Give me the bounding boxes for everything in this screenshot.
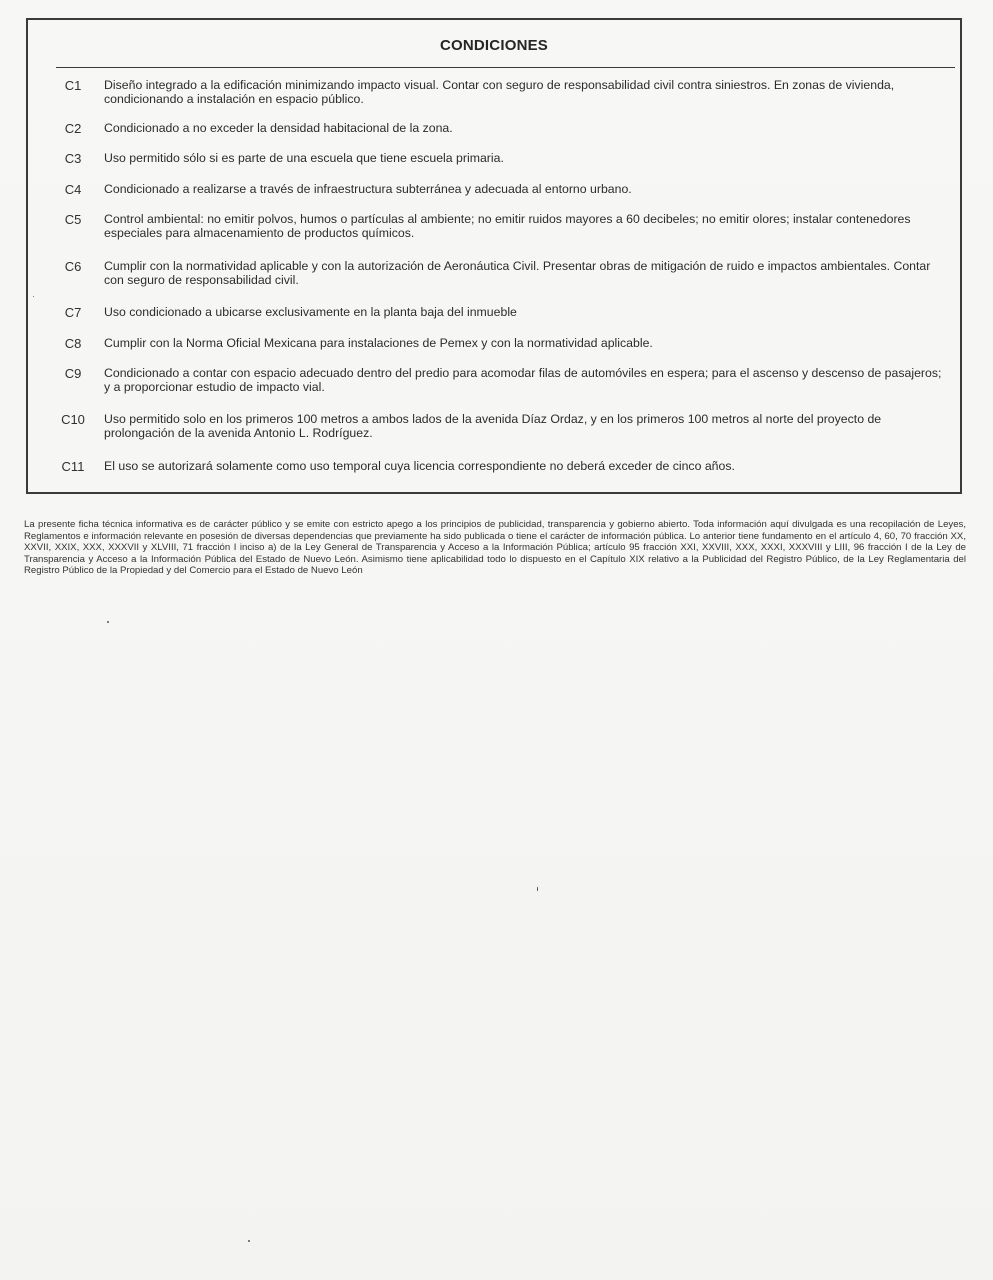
condition-text: Condicionado a realizarse a través de infraestructura subterránea y adecuada al entorno urbano.: [104, 182, 632, 196]
scan-speck: [33, 296, 34, 297]
title-divider: [56, 67, 955, 68]
condition-code: C1: [64, 78, 82, 93]
condition-code: C6: [64, 259, 82, 274]
condition-text: Condicionado a contar con espacio adecuado dentro del predio para acomodar filas de automóviles en espera; para el ascenso y descenso de pasajeros; y a proporcionar estudio de impacto vial.: [104, 366, 942, 394]
conditions-title: CONDICIONES: [439, 37, 549, 54]
condition-code: C7: [64, 305, 82, 320]
condition-code: C10: [61, 412, 85, 427]
legal-footer-note: La presente ficha técnica informativa es de carácter público y se emite con estricto apego a los principios de publicidad, transparencia y gobierno abierto. Toda información aquí divulgada es una recopilación de Leyes, Reglamentos e información relevante en posesión de diversas dependencias que previamente ha sido publicada o tiene el carácter de información pública. Lo anterior tiene fundamento en el artículo 4, 60, 70 fracción XX, XXVII, XXIX, XXX, XXXVII y XLVIII, 71 fracción I inciso a) de la Ley General de Transparencia y Acceso a la Información Pública; artículo 95 fracción XXI, XXVIII, XXX, XXXI, XXXVIII y LIII, 96 fracción I de la Ley de Transparencia y Acceso a la Información Pública del Estado de Nuevo León. Asimismo tiene aplicabilidad todo lo dispuesto en el Capítulo XIX relativo a la Publicidad del Registro Público, de la Ley Reglamentaria del Registro Público de la Propiedad y del Comercio para el Estado de Nuevo León: [24, 519, 966, 577]
scan-speck: [248, 1240, 250, 1242]
condition-code: C8: [64, 336, 82, 351]
condition-code: C5: [64, 212, 82, 227]
condition-text: Cumplir con la Norma Oficial Mexicana para instalaciones de Pemex y con la normatividad aplicable.: [104, 336, 653, 350]
condition-text: Condicionado a no exceder la densidad habitacional de la zona.: [104, 121, 453, 135]
scan-speck: [537, 887, 538, 891]
condition-text: Uso permitido solo en los primeros 100 metros a ambos lados de la avenida Díaz Ordaz, y en los primeros 100 metros al norte del proyecto de prolongación de la avenida Antonio L. Rodríguez.: [104, 412, 882, 440]
condition-code: C2: [64, 121, 82, 136]
condition-code: C3: [64, 151, 82, 166]
condition-text: Control ambiental: no emitir polvos, humos o partículas al ambiente; no emitir ruidos mayores a 60 decibeles; no emitir olores; instalar contenedores especiales para almacenamiento de productos químicos.: [104, 212, 911, 240]
condition-text: Uso condicionado a ubicarse exclusivamente en la planta baja del inmueble: [104, 305, 517, 319]
condition-code: C11: [61, 459, 85, 474]
condition-text: El uso se autorizará solamente como uso temporal cuya licencia correspondiente no deberá exceder de cinco años.: [104, 459, 735, 473]
condition-code: C4: [64, 182, 82, 197]
condition-text: Cumplir con la normatividad aplicable y con la autorización de Aeronáutica Civil. Presentar obras de mitigación de ruido e impactos ambientales. Contar con seguro de responsabilidad civil.: [104, 259, 931, 287]
condition-text: Diseño integrado a la edificación minimizando impacto visual. Contar con seguro de responsabilidad civil contra siniestros. En zonas de vivienda, condicionando a instalación en espacio público.: [104, 78, 895, 106]
condition-text: Uso permitido sólo si es parte de una escuela que tiene escuela primaria.: [104, 151, 504, 165]
scan-speck: [107, 621, 109, 623]
conditions-table: [26, 18, 962, 494]
condition-code: C9: [64, 366, 82, 381]
